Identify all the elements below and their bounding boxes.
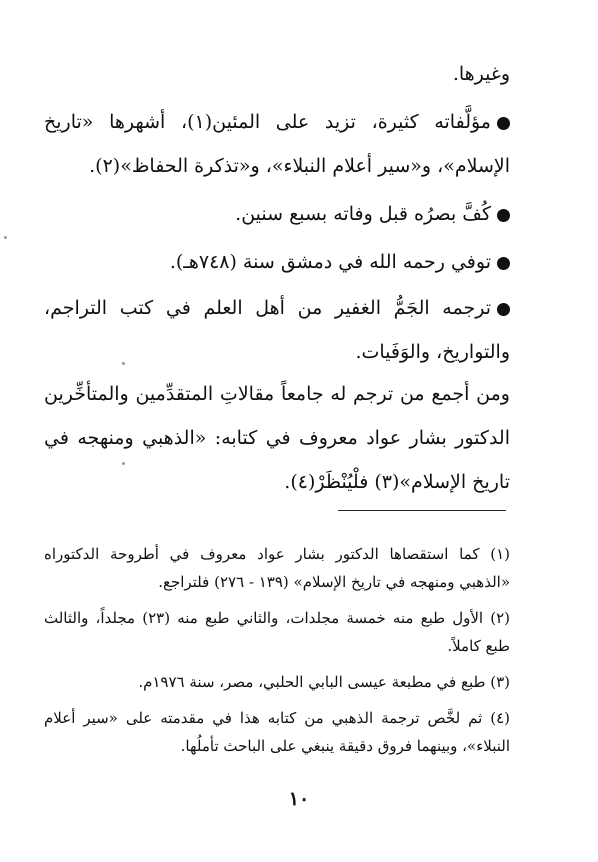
bullet-icon [497,209,510,222]
paragraph-text: وغيرها. [452,63,510,85]
footnote-separator [338,510,506,511]
paragraph-text: كُفَّ بصرُه قبل وفاته بسبع سنين. [235,203,491,225]
footnote-1: (١) كما استقصاها الدكتور بشار عواد معروف في أطروحة الدكتوراه «الذهبي ومنهجه في تاريخ الإسلام» (١٣٩ - ٢٧٦) فلتراجع. [44,545,510,591]
bullet-paragraph [44,100,510,188]
footnote-2: (٢) الأول طبع منه خمسة مجلدات، والثاني طبع منه (٢٣) مجلداً، والثالث طبع كاملاً. [44,609,510,655]
page-number: ١٠ [288,788,310,810]
body-paragraph [44,372,510,504]
paragraph-text: توفي رحمه الله في دمشق سنة (٧٤٨هـ). [169,251,491,273]
scan-speck [122,462,125,465]
scan-speck [4,236,7,239]
bullet-paragraph [44,240,510,284]
bullet-paragraph [44,286,510,374]
bullet-icon [497,117,510,130]
footnote-4: (٤) ثم لخَّص ترجمة الذهبي من كتابه هذا في مقدمته على «سير أعلام النبلاء»، وبينهما فروق دقيقة ينبغي على الباحث تأملُها. [44,709,510,755]
footnote-3: (٣) طبع في مطبعة عيسى البابي الحلبي، مصر، سنة ١٩٧٦م. [138,673,510,691]
scan-speck [122,362,125,365]
paragraph-text: مؤلَّفاته كثيرة، تزيد على المئين(١)، أشهرها «تاريخ الإسلام»، و«سير أعلام النبلاء»، و«تذكرة الحفاظ»(٢). [44,111,510,177]
paragraph-text: ترجمه الجَمُّ الغفير من أهل العلم في كتب التراجم، والتواريخ، والوَفَيات. [44,297,510,363]
bullet-icon [497,303,510,316]
bullet-icon [497,257,510,270]
paragraph-text: ومن أجمع من ترجم له جامعاً مقالاتِ المتقدِّمين والمتأخِّرين الدكتور بشار عواد معروف في كتابه: «الذهبي ومنهجه في تاريخ الإسلام»(٣) فلْيُنْظَرْ(٤). [44,383,510,493]
body-paragraph [44,52,510,96]
footnotes [44,540,510,768]
bullet-paragraph [44,192,510,236]
